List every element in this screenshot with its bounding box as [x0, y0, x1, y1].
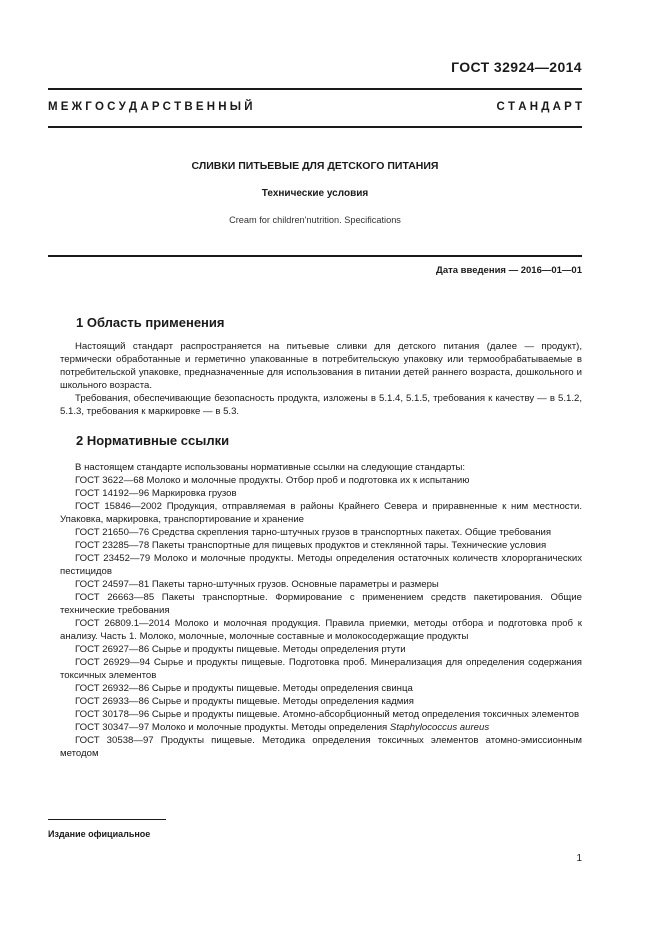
- top-rule: [48, 88, 582, 90]
- banner-word-1: М Е Ж Г О С У Д А Р С Т В Е Н Н Ы Й: [48, 101, 253, 113]
- english-title: Cream for children'nutrition. Specifications: [229, 215, 401, 225]
- title-rule: [48, 255, 582, 257]
- reference-item: ГОСТ 21650—76 Средства скрепления тарно-штучных грузов в транспортных пакетах. Общие требования: [75, 527, 552, 538]
- reference-item: ГОСТ 23452—79 Молоко и молочные продукты. Методы определения остаточных количеств хлорорганических пестицидов: [60, 553, 582, 577]
- section-1-paragraph: Требования, обеспечивающие безопасность продукта, изложены в 5.1.4, 5.1.5, требования к качеству — в 5.1.2, 5.1.3, требования к маркировке — в 5.3.: [60, 393, 582, 417]
- reference-item: ГОСТ 26663—85 Пакеты транспортные. Формирование с применением средств пакетирования. Общие технические требования: [60, 592, 582, 616]
- reference-item: ГОСТ 3622—68 Молоко и молочные продукты. Отбор проб и подготовка их к испытанию: [75, 475, 470, 486]
- banner-word-2: С Т А Н Д А Р Т: [496, 101, 582, 113]
- section-1-heading: 1 Область применения: [76, 315, 225, 330]
- reference-item: ГОСТ 24597—81 Пакеты тарно-штучных грузов. Основные параметры и размеры: [75, 579, 439, 590]
- footer-rule: [48, 819, 166, 820]
- section-2-heading: 2 Нормативные ссылки: [76, 433, 230, 448]
- reference-item: ГОСТ 26927—86 Сырье и продукты пищевые. Методы определения ртути: [75, 644, 406, 655]
- intro-date: Дата введения — 2016—01—01: [436, 265, 582, 276]
- reference-item: ГОСТ 23285—78 Пакеты транспортные для пищевых продуктов и стеклянной тары. Технические условия: [75, 540, 547, 551]
- reference-item: ГОСТ 26933—86 Сырье и продукты пищевые. Методы определения кадмия: [75, 696, 414, 707]
- section-1-paragraph: Настоящий стандарт распространяется на питьевые сливки для детского питания (далее — продукт), термически обработанные и герметично упакованные в потребительскую упаковку или термообрабатываемые в потребительской упаковке, предназначенные для использования в питании детей раннего возраста, дошкольного и школьного возраста.: [60, 341, 582, 391]
- standard-banner: [48, 101, 582, 113]
- section-2-lead: В настоящем стандарте использованы нормативные ссылки на следующие стандарты:: [75, 462, 466, 473]
- document-title: СЛИВКИ ПИТЬЕВЫЕ ДЛЯ ДЕТСКОГО ПИТАНИЯ: [191, 160, 439, 172]
- section-1-body: [60, 340, 582, 418]
- reference-item: ГОСТ 30347—97 Молоко и молочные продукты. Методы определения Staphylococcus aureus: [75, 722, 490, 733]
- reference-item: ГОСТ 14192—96 Маркировка грузов: [75, 488, 237, 499]
- organism-name: Staphylococcus aureus: [389, 722, 490, 733]
- edition-note: Издание официальное: [48, 829, 151, 839]
- banner-rule: [48, 126, 582, 128]
- page-number: 1: [576, 853, 582, 864]
- reference-item: ГОСТ 26929—94 Сырье и продукты пищевые. Подготовка проб. Минерализация для определения содержания токсичных элементов: [60, 657, 582, 681]
- reference-item: ГОСТ 30538—97 Продукты пищевые. Методика определения токсичных элементов атомно-эмиссионным методом: [60, 735, 582, 759]
- reference-item: ГОСТ 30178—96 Сырье и продукты пищевые. Атомно-абсорбционный метод определения токсичных элементов: [75, 709, 580, 720]
- section-2-body: [60, 461, 582, 760]
- reference-item: ГОСТ 26809.1—2014 Молоко и молочная продукция. Правила приемки, методы отбора и подготовка проб к анализу. Часть 1. Молоко, молочные, молочные составные и молокосодержащие продукты: [60, 618, 582, 642]
- document-subtitle: Технические условия: [261, 188, 369, 199]
- document-code: ГОСТ 32924—2014: [451, 59, 582, 75]
- reference-item: ГОСТ 15846—2002 Продукция, отправляемая в районы Крайнего Севера и приравненные к ним местности. Упаковка, маркировка, транспортирование и хранение: [60, 501, 582, 525]
- reference-item: ГОСТ 26932—86 Сырье и продукты пищевые. Методы определения свинца: [75, 683, 413, 694]
